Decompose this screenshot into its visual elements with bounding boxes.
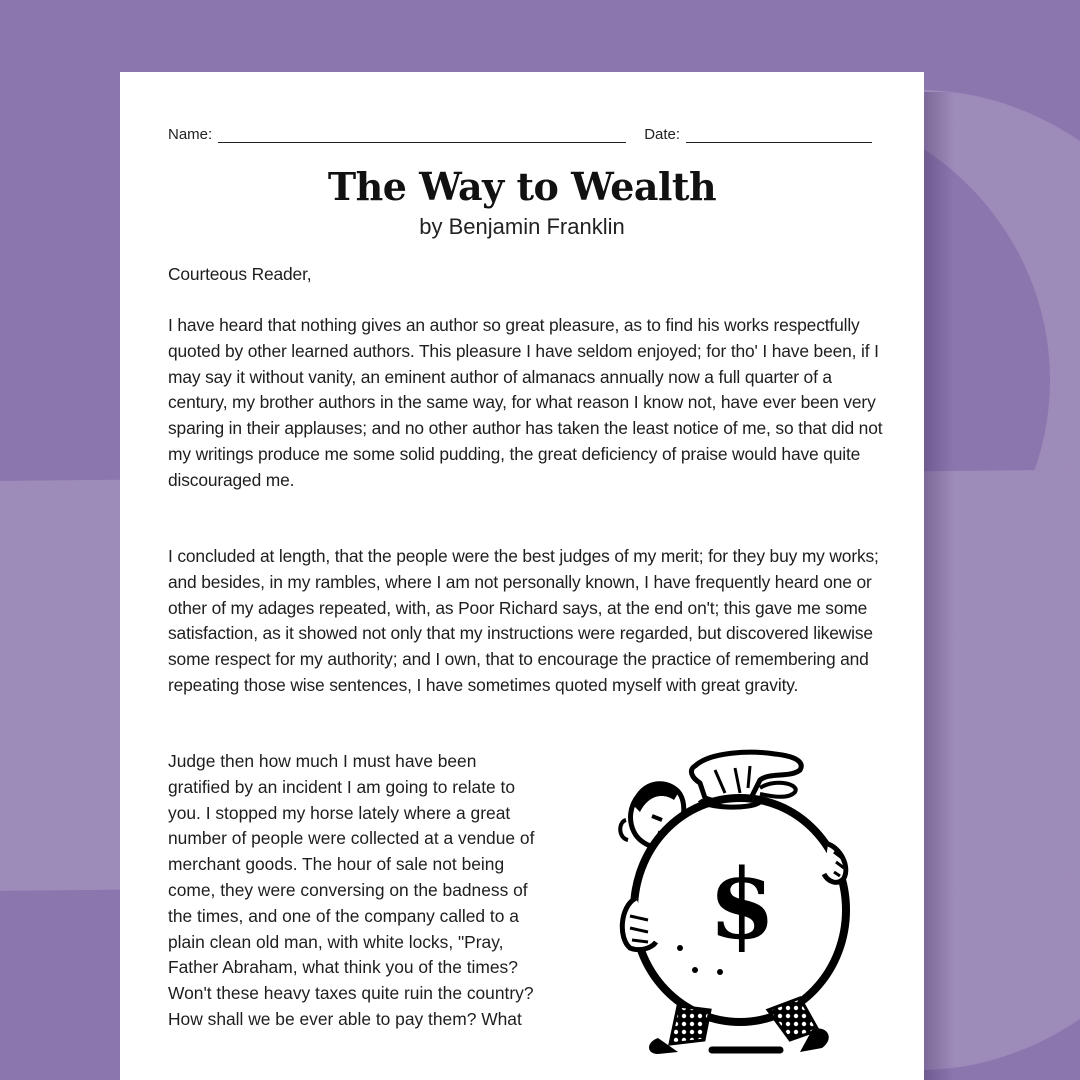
money-bag-illustration xyxy=(600,748,855,1058)
name-field-line[interactable] xyxy=(218,129,626,143)
paragraph-3: Judge then how much I must have been gratified by an incident I am going to relate to you. I stopped my horse lately where a great number of people were collected at a vendue of merchant goods. The hour of sale not being come, they were conversing on the badness of the times, and one of the company called to a plain clean old man, with white locks, "Pray, Father Abraham, what think you of the times? Won't these heavy taxes quite ruin the country? How shall we be ever able to pay them? What xyxy=(168,751,535,1029)
svg-text:$: $ xyxy=(708,848,776,961)
greeting: Courteous Reader, xyxy=(168,264,312,284)
document-title: The Way to Wealth xyxy=(327,164,717,209)
paragraph-1: I have heard that nothing gives an author so great pleasure, as to find his works respectfully quoted by other learned authors. This pleasure I have seldom enjoyed; for tho' I have been, if I may say it without vanity, an eminent author of almanacs annually now a full quarter of a century, my brother authors in the same way, for what reason I know not, have ever been very sparing in their applauses; and no other author has taken the least notice of me, so that did not my writings produce me some solid pudding, the great deficiency of praise would have quite discouraged me. xyxy=(168,315,883,490)
worksheet-header xyxy=(168,126,872,143)
name-label: Name: xyxy=(168,126,213,143)
date-label: Date: xyxy=(644,126,681,143)
paper-shadow xyxy=(924,92,954,1080)
money-bag-icon xyxy=(600,748,855,1058)
document-author: by Benjamin Franklin xyxy=(419,214,625,239)
paragraph-2: I concluded at length, that the people were the best judges of my merit; for they buy my works; and besides, in my rambles, where I am not personally known, I have frequently heard one or other of my adages repeated, with, as Poor Richard says, at the end on't; this gave me some satisfaction, as it showed not only that my instructions were regarded, but discovered likewise some respect for my authority; and I own, that to encourage the practice of remembering and repeating those wise sentences, I have sometimes quoted myself with great gravity. xyxy=(168,546,879,695)
date-field-line[interactable] xyxy=(686,129,872,143)
